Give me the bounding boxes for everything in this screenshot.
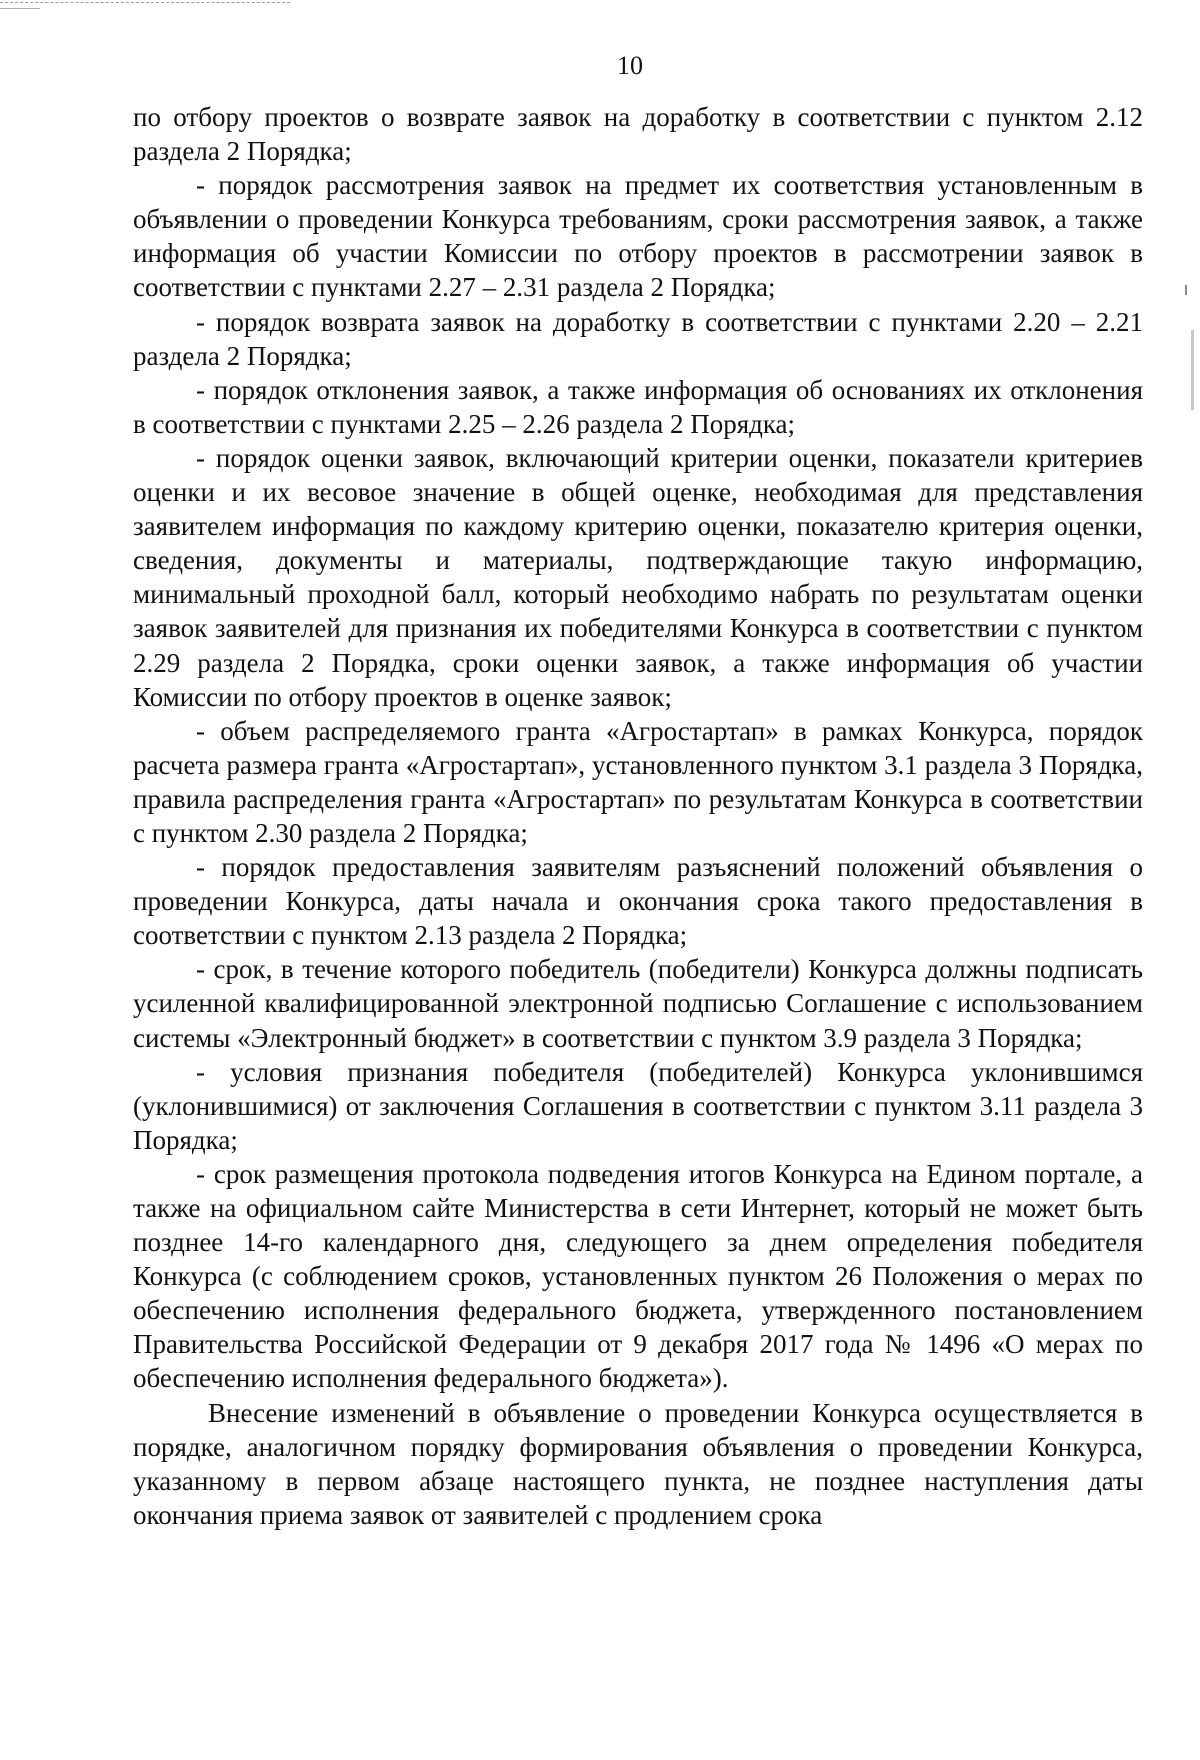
list-item-review-procedure: - порядок рассмотрения заявок на предмет их соответствия установленным в объявлении о проведении Конкурса требованиям, сроки рассмотрения заявок, а также информация об участии Комиссии по отбору проектов в рассмотрении заявок в соответствии с пунктами 2.27 – 2.31 раздела 2 Порядка; — [133, 170, 1143, 303]
list-item-grant-volume: - объем распределяемого гранта «Агростартап» в рамках Конкурса, порядок расчета размера гранта «Агростартап», установленного пунктом 3.1 раздела 3 Порядка, правила распределения гранта «Агростартап» по результатам Конкурса в соответствии с пунктом 2.30 раздела 2 Порядка; — [133, 715, 1143, 848]
scan-margin-mark — [1185, 285, 1187, 295]
list-item-evaluation-procedure: - порядок оценки заявок, включающий критерии оценки, показатели критериев оценки и их весовое значение в общей оценке, необходимая для представления заявителем информация по каждому критерию оценки, показателю критерия оценки, сведения, документы и материалы, подтверждающие такую информацию, минимальный проходной балл, который необходимо набрать по результатам оценки заявок заявителей для признания их победителями Конкурса в соответствии с пунктом 2.29 раздела 2 Порядка, сроки оценки заявок, а также информация об участии Комиссии по отбору проектов в оценке заявок; — [133, 442, 1143, 712]
list-item-signing-deadline: - срок, в течение которого победитель (победители) Конкурса должны подписать усиленной квалифицированной электронной подписью Соглашение с использованием системы «Электронный бюджет» в соответствии с пунктом 3.9 раздела 3 Порядка; — [133, 954, 1143, 1053]
scan-margin-mark — [1191, 330, 1194, 410]
paragraph-amendments: Внесение изменений в объявление о проведении Конкурса осуществляется в порядке, аналогичном порядку формирования объявления о проведении Конкурса, указанному в первом абзаце настоящего пункта, не позднее наступления даты окончания приема заявок от заявителей с продлением срока — [133, 1397, 1143, 1530]
list-item-rejection-procedure: - порядок отклонения заявок, а также информация об основаниях их отклонения в соответствии с пунктами 2.25 – 2.26 раздела 2 Порядка; — [133, 374, 1143, 439]
document-body — [133, 100, 1143, 1532]
scan-artifact-line — [0, 2, 290, 3]
list-item-evasion-conditions: - условия признания победителя (победителей) Конкурса уклонившимся (уклонившимися) от заключения Соглашения в соответствии с пунктом 3.11 раздела 3 Порядка; — [133, 1056, 1143, 1155]
list-item-return-procedure: - порядок возврата заявок на доработку в соответствии с пунктами 2.20 – 2.21 раздела 2 Порядка; — [133, 306, 1143, 371]
paragraph-continuation: по отбору проектов о возврате заявок на доработку в соответствии с пунктом 2.12 раздела 2 Порядка; — [133, 102, 1143, 167]
list-item-protocol-deadline: - срок размещения протокола подведения итогов Конкурса на Едином портале, а также на официальном сайте Министерства в сети Интернет, который не может быть позднее 14-го календарного дня, следующего за днем определения победителя Конкурса (с соблюдением сроков, установленных пунктом 26 Положения о мерах по обеспечению исполнения федерального бюджета, утвержденного постановлением Правительства Российской Федерации от 9 декабря 2017 года № 1496 «О мерах по обеспечению исполнения федерального бюджета»). — [133, 1158, 1143, 1394]
list-item-clarifications: - порядок предоставления заявителям разъяснений положений объявления о проведении Конкурса, даты начала и окончания срока такого предоставления в соответствии с пунктом 2.13 раздела 2 Порядка; — [133, 852, 1143, 951]
page-number: 10 — [617, 51, 643, 80]
scan-artifact-line — [0, 8, 40, 9]
